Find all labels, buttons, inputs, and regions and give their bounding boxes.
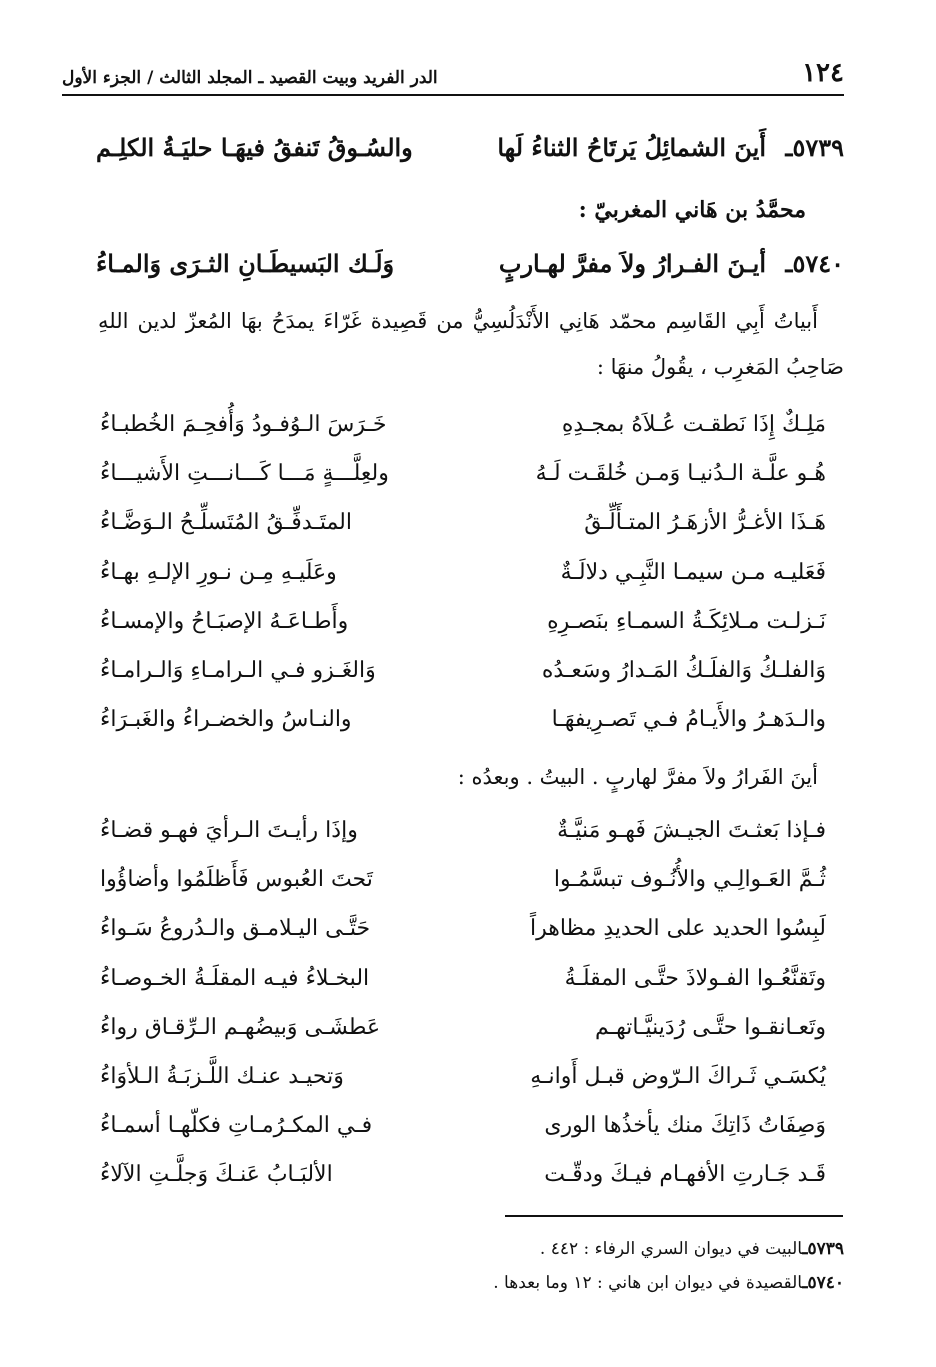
first-hemistich: فـإذا بَعثـتَ الجيـشَ فَهـو مَنيَّـةٌ (557, 818, 826, 844)
second-hemistich: خَـرَسَ الـوُفـودُ وَأُفحِـمَ الخُطبـاءُ (100, 412, 387, 438)
footnote-number: ٥٧٤٠ـ (802, 1273, 844, 1293)
poem-line (100, 449, 826, 498)
poem-excerpt-1 (100, 400, 826, 744)
first-hemistich: وتَعـانقـوا حتَّـى رُدَينيَّـاتهـم (594, 1014, 826, 1040)
footnote-divider (505, 1215, 843, 1217)
poet-attribution: محمَّدُ بن هَاني المغربيّ : (578, 197, 806, 223)
footnote-text: القصيدة في ديوان ابن هاني : ١٢ وما بعدها . (493, 1273, 803, 1293)
second-hemistich: فـي المكـرُمـاتِ فكلّهـا أسمـاءُ (100, 1113, 373, 1139)
verse-5740 (96, 240, 844, 286)
verse-number: ٥٧٣٩ـ (785, 132, 844, 162)
footnote-text: البيت في ديوان السري الرفاء : ٤٤٢ . (539, 1239, 803, 1259)
poem-line (100, 548, 826, 597)
poem-line (100, 695, 826, 744)
footnote-5739 (540, 1234, 844, 1264)
footnote-5740 (493, 1268, 844, 1298)
first-hemistich: وَالفلـكُ وَالفلَـكُ المَـدارُ وسَعـدُه (541, 658, 826, 684)
transition-line: أينَ الفَرارُ ولاَ مفرَّ لهاربٍ . البيتُ . وبعدُه : (457, 765, 818, 789)
second-hemistich: وَتحيـد عنـك اللَّـزبَـةُ الـلأوَاءُ (100, 1064, 344, 1090)
poem-line (100, 646, 826, 695)
poem-line (100, 855, 826, 904)
first-hemistich: هَـذَا الأغـرُّ الأزهَـرُ المتـأَلِّـقُ (584, 510, 826, 536)
verse-second-hemistich: والسُـوقُ تَنفقُ فيهَـا حليَـةُ الكلِـم (96, 132, 413, 162)
second-hemistich: ولعِلَّـــةٍ مَـــا كَـــانـــتِ الأَشيـــاءُ (100, 461, 389, 487)
second-hemistich: عَطشَـى وَبيضُهـم الـرِّقـاق رواءُ (100, 1014, 381, 1040)
first-hemistich: والـدَهـرُ والأَيـامُ فـي تَصـرِيفهَـا (551, 707, 826, 733)
poem-line (100, 1052, 826, 1101)
second-hemistich: والنـاسُ والخضـراءُ والغَبـرَاءُ (100, 707, 352, 733)
first-hemistich: لَبِسُوا الحديد على الحديدِ مظاهراً (529, 916, 826, 942)
second-hemistich: حَتَّـى اليـلامـق والـدُروعُ سَـواءُ (100, 916, 371, 942)
poem-line (100, 1003, 826, 1052)
intro-paragraph: أَبياتُ أَبِي القَاسِم محمّد هَانِي الأَنْدَلُسِيُّ من قَصِيدة غَرّاءَ يمدَحُ بهَا المُعزّ لدين اللهِ صَاحِبُ المَغرِب ، يقُولُ منهَا : (98, 309, 844, 379)
first-hemistich: هُـو علَّـة الـدُنيـا وَمـن خُلقَـت لَـهُ (535, 461, 826, 487)
footnote-number: ٥٧٣٩ـ (802, 1239, 844, 1259)
first-hemistich: نَـزلـت مـلائِكَـةُ السمـاءِ بنَصـرِهِ (547, 608, 826, 634)
poem-line (100, 498, 826, 547)
poem-excerpt-2 (100, 806, 826, 1200)
poem-line (100, 597, 826, 646)
poem-line (100, 806, 826, 855)
second-hemistich: تَحتَ العُبوس فَأَظلَمُوا وأضاؤُوا (100, 867, 373, 893)
poem-line (100, 954, 826, 1003)
poem-line (100, 1101, 826, 1150)
second-hemistich: وإذَا رأيـتَ الـرأيَ فهـو قضـاءُ (100, 818, 358, 844)
page-number: ١٢٤ (802, 58, 844, 88)
verse-second-hemistich: وَلَـك البَسيطَـانِ الثـرَى وَالمـاءُ (96, 248, 395, 278)
book-title: الدر الفريد وبيت القصيد ـ المجلد الثالث / الجزء الأول (62, 68, 438, 88)
poem-line (100, 904, 826, 953)
running-header (62, 52, 844, 96)
verse-first-hemistich: أيـنَ الفـرارُ ولاَ مفرَّ لهـاربٍ (498, 248, 766, 278)
poem-line (100, 400, 826, 449)
first-hemistich: فَعَليـه مـن سيمـا النَّبِـي دلالَـةٌ (560, 559, 826, 585)
poem-line (100, 1150, 826, 1199)
second-hemistich: البخـلاءُ فيـه المقلَـةُ الخـوصـاءُ (100, 965, 370, 991)
verse-number: ٥٧٤٠ـ (785, 248, 844, 278)
second-hemistich: الألبَـابُ عَنـكَ وَجلَّـتِ الآلاءُ (100, 1162, 333, 1188)
first-hemistich: وَصِفَاتُ ذَاتِكَ منك يأخذُها الورى (544, 1113, 826, 1139)
first-hemistich: وتَقنَّعُـوا الفـولاذَ حتَّـى المقلَـةُ (564, 965, 826, 991)
second-hemistich: المتَـدفِّـقُ المُتَسلِّـحُ الـوَضَّـاءُ (100, 510, 352, 536)
first-hemistich: قَـد جَـارتِ الأفهـام فيـكَ ودقّـت (544, 1162, 826, 1188)
second-hemistich: وعَلَيـهِ مِـن نـورِ الإلـهِ بهـاءُ (100, 559, 337, 585)
verse-5739 (96, 124, 844, 170)
first-hemistich: يُكسَـي ثَـراكَ الـرّوض قبـل أَوانـهِ (530, 1064, 826, 1090)
second-hemistich: وَالغَـزو فـي الـرامـاءِ وَالـرامـاءُ (100, 658, 376, 684)
second-hemistich: وأَطـاعَـهُ الإصبَـاحُ والإمسـاءُ (100, 608, 349, 634)
first-hemistich: ثُـمَّ العَـوالِـي والأُنُـوف تبسَّمُـوا (553, 867, 826, 893)
verse-first-hemistich: أَينَ الشمائِلُ يَرتَاحُ الثناءُ لَها (497, 132, 766, 162)
first-hemistich: مَلِـكٌ إِذَا نَطقـت عُـلاَهُ بمجـدِهِ (561, 412, 826, 438)
